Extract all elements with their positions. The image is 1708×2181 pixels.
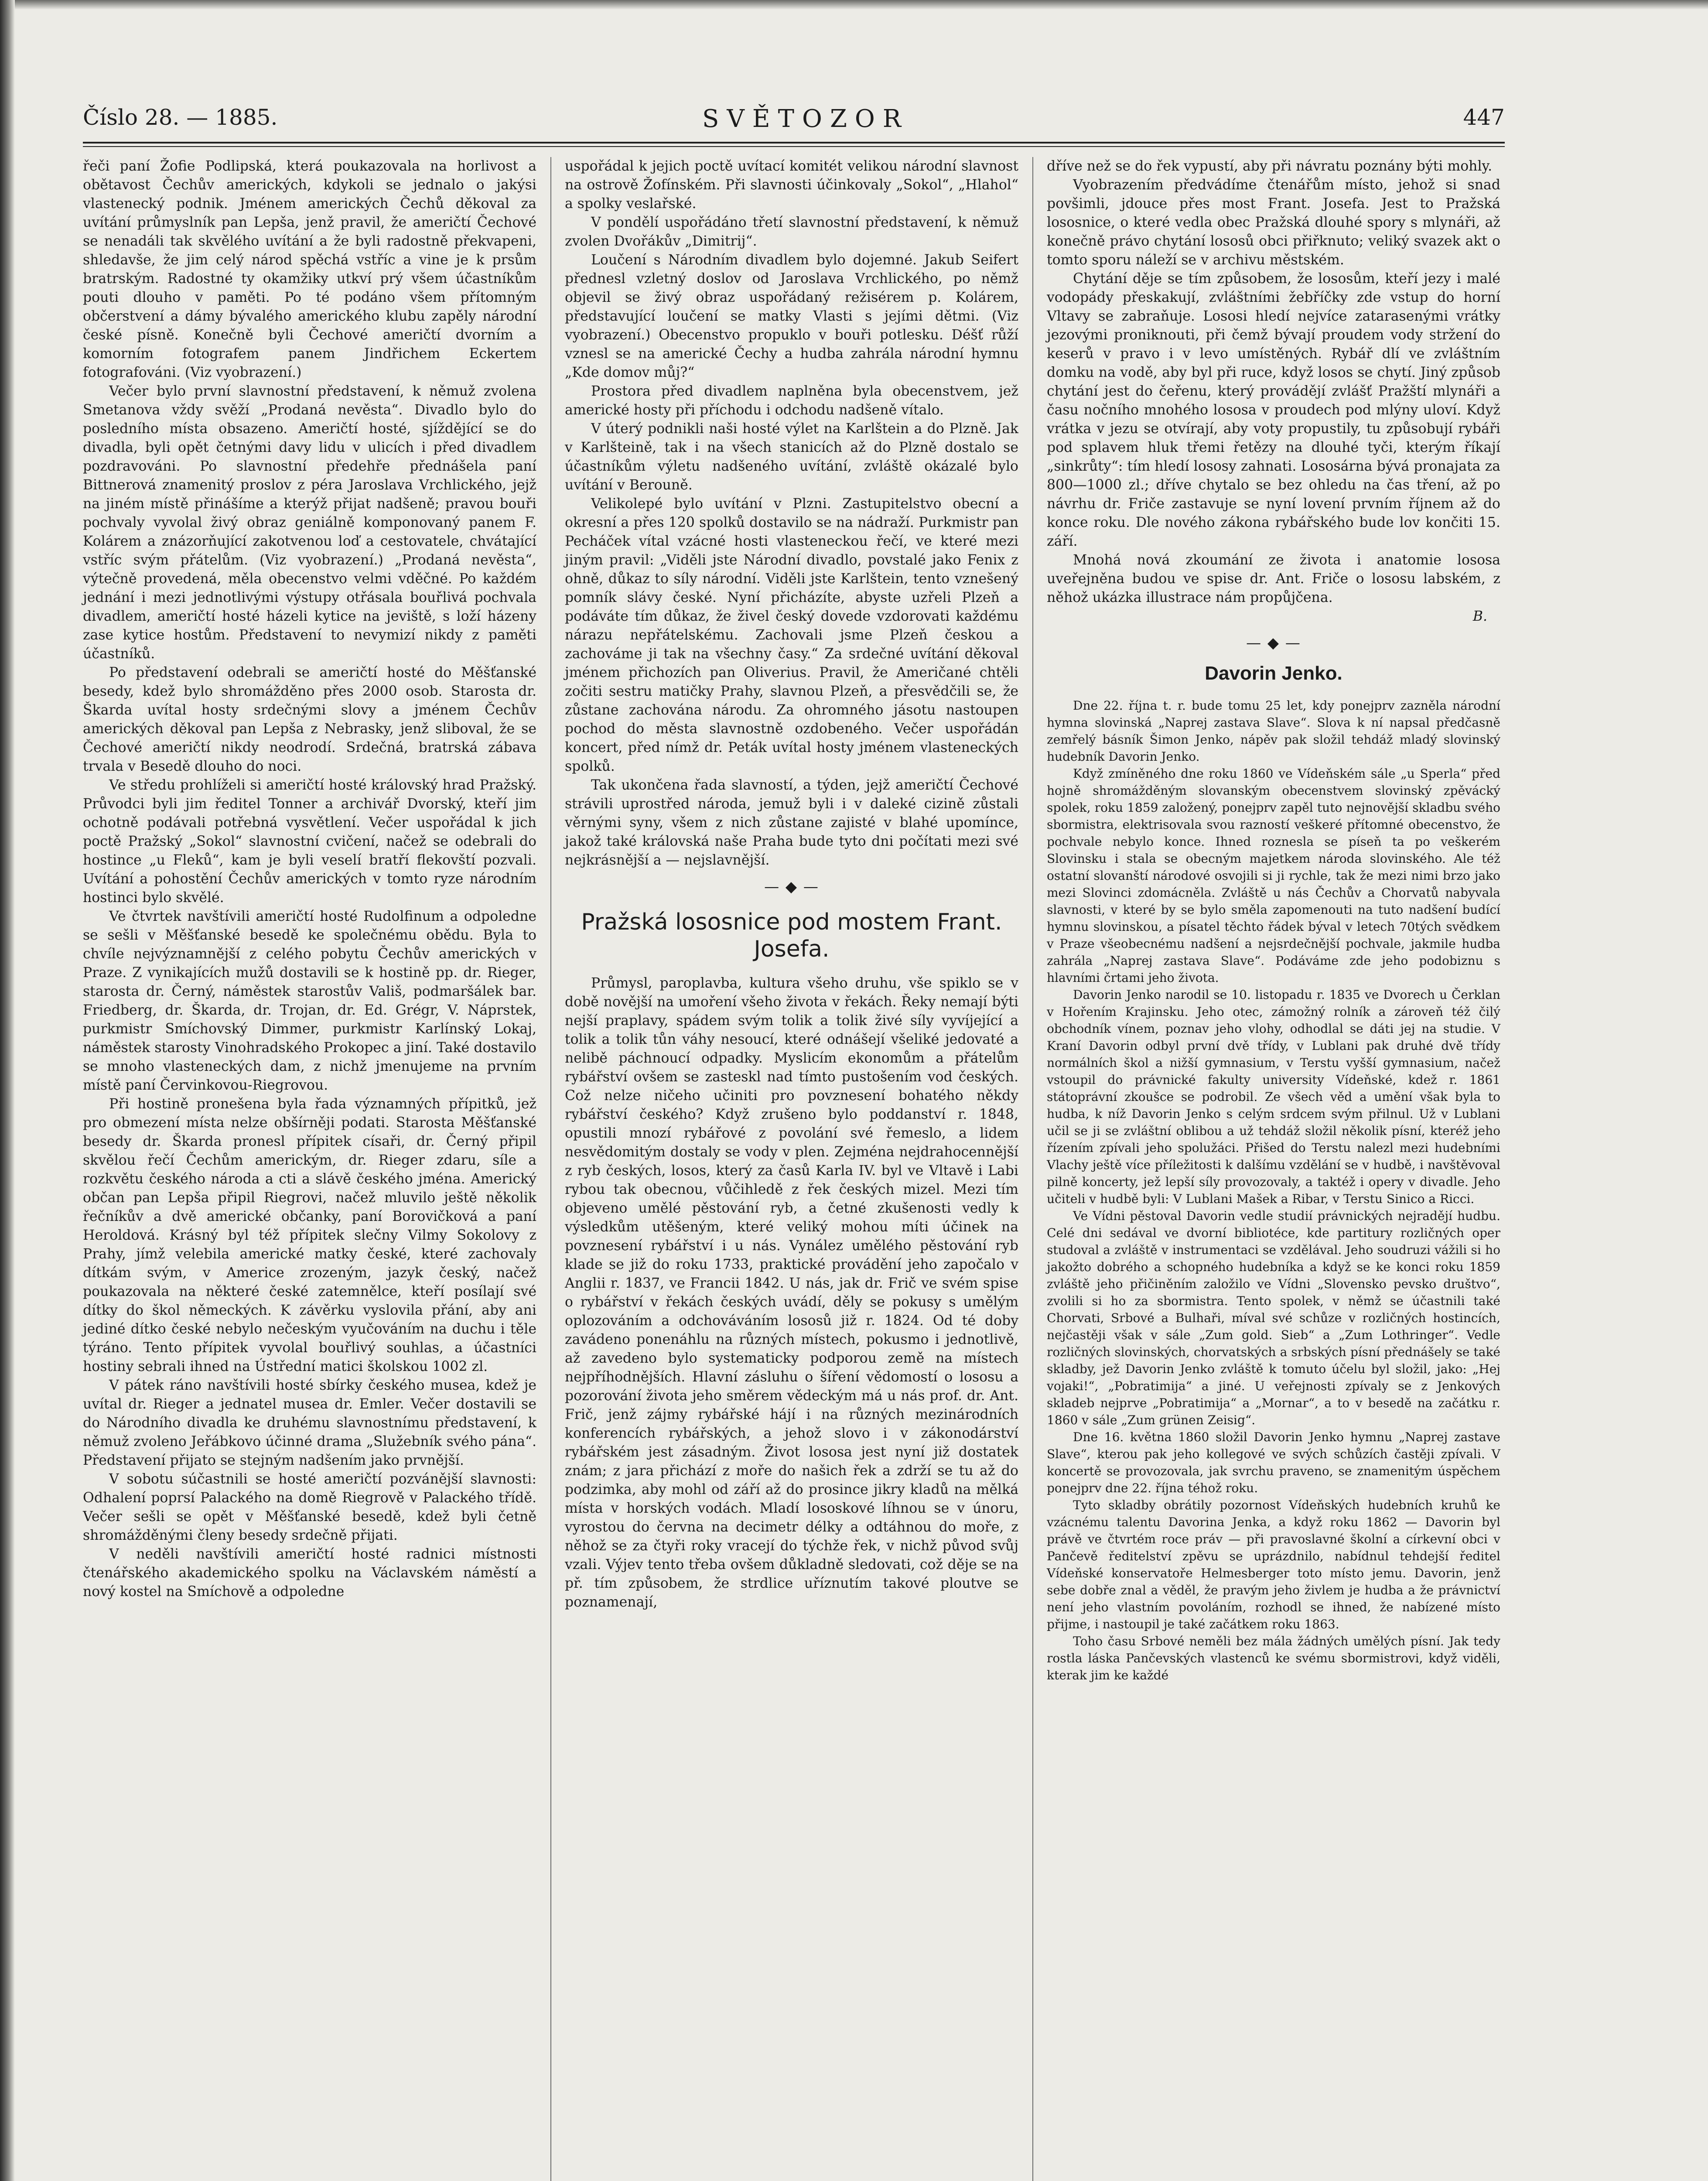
journal-title: SVĚTOZOR: [702, 105, 909, 133]
paragraph: Toho času Srbové neměli bez mála žádných umělých písní. Jak tedy rostla láska Pančevských vlastenců ke svému sbormistrovi, když viděli, kterak jim ke každé: [1047, 1634, 1500, 1682]
paragraph: V sobotu súčastnili se hosté američtí pozvánější slavnosti: Odhalení poprsí Palackého na domě Riegrově v Palackého třídě. Večer sešli se opět v Měšťanské besedě, kdež byli četně shromážděnými členy besedy srdečně přijati.: [83, 1471, 536, 1543]
paragraph: Tak ukončena řada slavností, a týden, jejž američtí Čechové strávili uprostřed národa, jemuž byli i v daleké cizině zůstali věrnými syny, všem z nich zůstane zajisté v blahé upomínce, jakož také královská naše Praha bude tyto dni počítati mezi své nejkrásnější a — nejslavnější.: [565, 777, 1018, 868]
paragraph: uspořádal k jejich poctě uvítací komitét velikou národní slavnost na ostrově Žofínském. Při slavnosti účinkovaly „Sokol“, „Hlahol“ a spolky veslařské.: [565, 158, 1018, 212]
paragraph: Večer bylo první slavnostní představení, k němuž zvolena Smetanova vždy svěží „Prodaná nevěsta“. Divadlo bylo do posledního místa obsazeno. Američtí hosté, sjíždějící se do divadla, byli opět četnými davy lidu v ulicích i před divadlem pozdravováni. Po slavnostní předehře přednášela paní Bittnerová znamenitý proslov z péra Jaroslava Vrchlického, jejž na jiném místě přinášíme a kterýž přijat nadšeně; pravou bouři pochvaly vyvolal živý obraz geniálně komponovaný panem F. Kolárem a znázorňující zakotvenou loď a cestovatele, chvátající vstříc svým přátelům. (Viz vyobrazení.) „Prodaná nevěsta“, výtečně provedená, měla obecenstvo velmi vděčné. Po každém jednání i mezi jednotlivými výstupy otřásala bouřlivá pochvala divadlem, američtí hosté házeli kytice na jeviště, s loží házeny zase kytice hostům. Představení to nevymizí nikdy z paměti účastníků.: [83, 383, 536, 662]
paragraph: Chytání děje se tím způsobem, že lososům, kteří jezy i malé vodopády přeskakují, zvláštními žebříčky zde vstup do horní Vltavy se zabraňuje. Lososi hledí nejvíce zatarasenými vrátky jezovými proniknouti, při čemž bývají proudem vody stržení do keserů v pravo i v levo umístěných. Rybář dlí ve zvláštním domku na vodě, aby byl při ruce, když losos se chytí. Jiný způsob chytání jest do čeřenu, který provádějí zvlášť Pražští mlynáři a času nočního mnohého lososa v proudech pod mlýny uloví. Když vrátka v jezu se otvírají, aby voty propustily, tu způsobují rybáři pod splavem hluk třemi řetězy na dlouhé tyči, kterým říkají „sinkrůty“: tím hledí lososy zahnati. Lososárna bývá pronajata za 800—1000 zl.; dříve chytalo se bez ohledu na čas tření, až po návrhu dr. Friče zastavuje se nyní lovení prvním říjnem až do konce roku. Dle nového zákona rybářského bude lov končiti 15. září.: [1047, 271, 1500, 549]
page-header: [83, 105, 1505, 144]
paragraph: Ve Vídni pěstoval Davorin vedle studií právnických nejradějí hudbu. Celé dni sedával ve dvorní bibliotéce, kde partitury rozličných oper studoval a zvláště v instrumentaci se vzdělával. Jeho soudruzi vážili si ho jakožto dobrého a schopného hudebníka a když se ke konci roku 1859 zvláště jeho přičiněním založilo ve Vídni „Slovensko pevsko društvo“, zvolili si ho za sbormistra. Tento spolek, v němž se účastnili také Chorvati, Srbové a Bulhaři, míval své schůze v rozličných hostincích, nejčastěji však v sále „Zum gold. Sieb“ a „Zum Lothringer“. Vedle rozličných slovinských, chorvatských a srbských písní přednášely se také skladby, jež Davorin Jenko zvláště k tomuto účelu byl složil, jako: „Hej vojaki!“, „Pobratimija“ a jiné. U veřejnosti zpívaly se z Jenkových skladeb nejprve „Pobratimija“ a „Mornar“, a to v besedě na začátku r. 1860 v sále „Zum grünen Zeisig“.: [1047, 1209, 1500, 1427]
column-divider-2: [1032, 157, 1033, 2181]
paragraph: Tyto skladby obrátily pozornost Vídeňských hudebních kruhů ke vzácnému talentu Davorina Jenka, a když roku 1862 — Davorin byl právě ve čtvrtém roce práv — při pravoslavné školní a církevní obci v Pančevě ředitelství zpěvu se uprázdnilo, nabídnul tehdejší ředitel Vídeňské konservatoře Helmesberger toto místo jemu. Davorin, jenž sebe dobře znal a věděl, že pravým jeho živlem je hudba a že právnictví není jeho vlastním povoláním, rozhodl se ihned, že nabízené místo přijme, i nastoupil je také začátkem roku 1863.: [1047, 1498, 1500, 1631]
column-2: [565, 157, 1018, 1612]
paragraph: Loučení s Národním divadlem bylo dojemné. Jakub Seifert přednesl vzletný doslov od Jaroslava Vrchlického, po němž objevil se živý obraz uspořádaný režisérem p. Kolárem, představující loučení se matky Vlasti s jejími dětmi. (Viz vyobrazení.) Obecenstvo propuklo v bouři potlesku. Déšť růží vznesl se na americké Čechy a hudba zahrála národní hymnu „Kde domov můj?“: [565, 252, 1018, 380]
paragraph: V úterý podnikli naši hosté výlet na Karlštein a do Plzně. Jak v Karlšteině, tak i na všech stanicích až do Plzně dostalo se účastníkům výletu nadšeného uvítání, zvláště okázalé bylo uvítání v Berouně.: [565, 421, 1018, 493]
paragraph: Ve čtvrtek navštívili američtí hosté Rudolfinum a odpoledne se sešli v Měšťanské besedě ke společnému obědu. Byla to chvíle nejvýznamnější z celého pobytu Čechův amerických v Praze. Z vynikajících mužů dostavili se k hostině pp. dr. Rieger, starosta dr. Černý, náměstek starostův Vališ, podmaršálek bar. Friedberg, dr. Škarda, dr. Trojan, dr. Ed. Grégr, V. Náprstek, purkmistr Smíchovský Dimmer, purkmistr Karlínský Lokaj, náměstek starosty Vinohradského Prokopec a jiní. Také dostavilo se mnoho vlasteneckých dam, z nichž jmenujeme na prvním místě paní Červinkovou-Riegrovou.: [83, 909, 536, 1093]
section-ornament: — ◆ —: [764, 878, 819, 896]
paragraph: dříve než se do řek vypustí, aby při návratu poznány býti mohly.: [1047, 158, 1493, 174]
header-rule: [83, 142, 1505, 147]
column-1: [83, 157, 536, 1601]
paragraph: Dne 22. října t. r. bude tomu 25 let, kdy ponejprv zazněla národní hymna slovinská „Naprej zastava Slave“. Slova k ní napsal předčasně zemřelý básník Šimon Jenko, nápěv pak složil tehdáž mladý slovinský hudebník Davorin Jenko.: [1047, 698, 1500, 764]
section-ornament: — ◆ —: [1246, 634, 1301, 652]
column-divider-1: [550, 157, 551, 2181]
paragraph: Vyobrazením předvádíme čtenářům místo, jehož si snad povšimli, jdouce přes most Frant. Josefa. Jest to Pražská lososnice, o které vedla obec Pražská dlouhé spory s mlynáři, až konečně právo chytání lososů obci přiřknuto; veliký svazek akt o tomto sporu náleží se v archivu městském.: [1047, 177, 1500, 268]
article-title-lososnice: Pražská lososnice pod mostem Frant. Josefa.: [581, 909, 1002, 962]
page-top-shadow: [0, 0, 1708, 10]
article-title-jenko: Davorin Jenko.: [1205, 663, 1342, 684]
page-binding-edge: [0, 0, 15, 2181]
paragraph: Při hostině pronešena byla řada významných přípitků, jež pro obmezení místa nelze obšírněji podati. Starosta Měšťanské besedy dr. Škarda pronesl přípitek císaři, dr. Černý připil skvělou řečí Čechům americkým, dr. Rieger zdaru, síle a rozkvětu českého národa a cti a slávě českého jména. Americký občan pan Lepša připil Riegrovi, načež mluvilo ještě několik řečníkův a dvě americké občanky, paní Borovičková a paní Heroldová. Krásný byl též přípitek slečny Vilmy Sokolovy z Prahy, jímž velebila americké matky české, které zachovaly dítkám svým, v Americe zrozeným, jazyk český, načež poukazovala na některé české zatemnělce, kteří posílají své dítky do škol německých. K závěrku vyslovila přání, aby ani jediné dítko české nebylo nečeským vyučováním na duchu i těle týráno. Tento přípitek vyvolal bouřlivý souhlas, a účastníci hostiny sebrali ihned na Ústřední matici školskou 1002 zl.: [83, 1096, 536, 1374]
paragraph: Velikolepé bylo uvítání v Plzni. Zastupitelstvo obecní a okresní a přes 120 spolků dostavilo se na nádraží. Purkmistr pan Pecháček vítal vzácné hosti vlasteneckou řečí, ve které mezi jiným pravil: „Viděli jste Národní divadlo, povstalé jako Fenix z ohně, důkaz to síly národní. Viděli jste Karlštein, tento vznešený pomník slávy české. Nyní přicházíte, abyste uzřeli Plzeň a podáváte tím důkaz, že živel český dovede vzdorovati každému nárazu nepřátelskému. Zachovali jsme Plzeň českou a zachováme ji tak na všechny časy.“ Za srdečné uvítání děkoval jménem přichozích pan Oliverius. Pravil, že Američané chtěli zočiti sestru matičky Prahy, slavnou Plzeň, a přesvědčili se, že zůstane zachována národu. Za ohromného jásotu nastoupen pochod do města slavnostně ozdobeného. Večer uspořádán koncert, před nímž dr. Peták uvítal hosty jménem vlasteneckých spolků.: [565, 496, 1018, 774]
paragraph: Ve středu prohlíželi si američtí hosté královský hrad Pražský. Průvodci byli jim ředitel Tonner a archivář Dvorský, kteří jim ochotně podávali potřebná vysvětlení. Večer uspořádal k jich poctě Pražský „Sokol“ slavnostní cvičení, načež se odebrali do hostince „u Fleků“, kam je byli veselí bratří flekovští pozvali. Uvítání a pohostění Čechův amerických v tomto ryze národním hostinci bylo skvělé.: [83, 777, 536, 906]
paragraph: V neděli navštívili američtí hosté radnici místnosti čtenářského akademického spolku na Václavském náměstí a nový kostel na Smíchově a odpoledne: [83, 1546, 536, 1600]
column-3: [1047, 157, 1500, 1684]
paragraph: Po představení odebrali se američtí hosté do Měšťanské besedy, kdež bylo shromážděno přes 2000 osob. Starosta dr. Škarda uvítal hosty srdečnými slovy a jménem Čechův amerických děkoval pan Lepša z Nebrasky, jenž sliboval, že se Čechové američtí nikdy neodrodí. Srdečná, bratrská zábava trvala v Besedě dlouho do noci.: [83, 665, 536, 774]
paragraph: V pondělí uspořádáno třetí slavnostní představení, k němuž zvolen Dvořákův „Dimitrij“.: [565, 215, 1018, 249]
paragraph: řeči paní Žofie Podlipská, která poukazovala na horlivost a obětavost Čechův amerických, kdykoli se jednalo o jakýsi vlastenecký podnik. Jménem amerických Čechů děkoval za uvítání průmyslník pan Lepša, jenž pravil, že američtí Čechové se nenadáli tak skvělého uvítání a že byli radostně překvapeni, shledavše, že jim celý národ spěchá vstříc a vine je k prsům bratrským. Radostné ty okamžiky utkví prý všem účastníkům pouti dlouho v paměti. Po té podáno všem přítomným občerstvení a dámy bývalého amerického klubu zapěly národní české písně. Konečně byli Čechové američtí dvorním a komorním fotografem panem Jindřichem Eckertem fotografováni. (Viz vyobrazení.): [83, 158, 536, 380]
jenko-article-body: [1047, 697, 1500, 1684]
page-number: 447: [1463, 105, 1505, 130]
paragraph: Dne 16. května 1860 složil Davorin Jenko hymnu „Naprej zastave Slave“, kterou pak jeho kollegové ve svých schůzích častěji zpívali. V koncertě se provozovala, jak svrchu praveno, se znamenitým úspěchem ponejprv dne 22. října téhož roku.: [1047, 1430, 1500, 1495]
issue-number: Číslo 28. — 1885.: [83, 105, 278, 130]
paragraph: V pátek ráno navštívili hosté sbírky českého musea, kdež je uvítal dr. Rieger a jednatel musea dr. Emler. Večer dostavili se do Národního divadla ke druhému slavnostnímu představení, k němuž zvoleno Jeřábkovo účinné drama „Služebník svého pána“. Představení přijato se stejným nadšením jako prvnější.: [83, 1378, 536, 1468]
paragraph: Mnohá nová zkoumání ze života i anatomie lososa uveřejněna budou ve spise dr. Ant. Friče o lososu labském, z něhož ukázka illustrace nám propůjčena.: [1047, 552, 1500, 605]
paragraph: Když zmíněného dne roku 1860 ve Vídeňském sále „u Sperla“ před hojně shromážděným slovanským obecenstvem slovinský zpěvácký spolek, roku 1859 založený, ponejprv zapěl tuto nejnovější skladbu svého sbormistra, elektrisovala svou razností veškeré přítomné obecenstvo, že pochvale nebylo konce. Ihned roznesla se píseň ta po veškerém Slovinsku i stala se obecným majetkem národa slovinského. Ale též ostatní slovanští národové osvojili si ji rychle, tak že mezi nimi brzo jako mezi Slovinci zdomácněla. Zvláště u nás Čechův a Chorvatů nabyvala slavnosti, v které by se bylo směla zapomenouti na tuto nadšení budící hymnu slovinskou, a písatel těchto řádek býval v letech 70tých svědkem v Praze všeobecnému nadšení a nejsrdečnější pochvale, jakmile hudba zahrála „Naprej zastava Slave“. Podáváme zde jeho podobiznu s hlavními črtami jeho života.: [1047, 766, 1500, 985]
author-signature: B.: [1472, 608, 1487, 624]
paragraph: Průmysl, paroplavba, kultura všeho druhu, vše spiklo se v době novější na umoření všeho života v řekách. Řeky nemají býti nejší praplavy, spádem svým tolik a tolik živé síly vyvíjející a tolik a tolik tůn váhy nesoucí, které odnášejí všeliké jedovaté a nelibě páchnoucí odpadky. Myslicím ekonomům a přátelům rybářství ovšem se zasteskl nad tímto pustošením vod českých. Což nelze ničeho učiniti pro povznesení bohatého někdy rybářství českého? Když zrušeno bylo poddanství r. 1848, opustili mnozí rybářové z povolání své řemeslo, a lidem nesvědomitým dostaly se vody v plen. Zejména nejdrahocennější z ryb českých, losos, který za časů Karla IV. byl ve Vltavě i Labi rybou tak obecnou, vůčihledě z řek českých mizel. Mezi tím objeveno umělé pěstování ryb, a četné zkušenosti vedly k výsledkům utěšeným, které veliký mohou míti účinek na povznesení rybářství i u nás. Vynález umělého pěstování ryb klade se již do roku 1733, praktické provádění jeho započalo v Anglii r. 1837, ve Francii 1842. U nás, jak dr. Frič ve svém spise o rybářství v řekách českých uvádí, děly se pokusy s umělým oplozováním a odchováváním lososů již r. 1824. Od té doby zavádeno ponenáhlu na různých místech, pokusmo i jednotlivě, až zavedeno bylo systematicky podporou země na místech nejpříhodnějších. Hlavní zásluhu o šíření vědomostí o lososu a pozorování života jeho směrem vědeckým má u nás prof. dr. Ant. Frič, jenž zájmy rybářské hájí i na různých mezinárodních konferencích rybářských, a jehož slovo i v zákonodárství rybářském jest zásadným. Život lososa jest nyní již dostatek znám; z jara přichází z moře do našich řek a zdrží se tu až do podzimka, aby mohl od září až do prosince jikry kladů na mělká místa v horských vodách. Mladí lososkové líhnou se v únoru, vyrostou do června na decimetr délky a odtáhnou do moře, z něhož se za čtyři roky vracejí do týchže řek, v nichž původ svůj vzali. Výjev tento třeba ovšem důkladně sledovati, což děje se na př. tím způsobem, že strdlice uříznutím takové ploutve se poznamenají,: [565, 975, 1018, 1610]
paragraph: Prostora před divadlem naplněna byla obecenstvem, jež americké hosty při příchodu i odchodu nadšeně vítalo.: [565, 383, 1018, 418]
paragraph: Davorin Jenko narodil se 10. listopadu r. 1835 ve Dvorech u Čerklan v Hořením Krajinsku. Jeho otec, zámožný rolník a zároveň též čilý obchodník vínem, poznav jeho vlohy, odhodlal se dáti jej na studie. V Kraní Davorin odbyl první dvě třídy, v Lublani pak druhé dvě třídy normálních škol a nižší gymnasium, v Terstu vyšší gymnasium, načež vstoupil do právnické fakulty university Vídeňské, kdež r. 1861 státoprávní zkoušce se podrobil. Ze všech věd a umění však byla to hudba, k níž Davorin Jenko s celým srdcem svým přilnul. Už v Lublani učil se ji se zvláštní oblibou a už tehdáž složil několik písní, kteréž jeho řízením zpívali jeho spolužáci. Přišed do Terstu nalezl mezi hudebními Vlachy ještě více příležitosti k dalšímu vzdělání se v hudbě, i navštěvoval pilně koncerty, jež lepší síly provozovaly, a taktéž i opery v divadle. Jeho učiteli v hudbě byli: V Lublani Mašek a Ribar, v Terstu Sinico a Ricci.: [1047, 988, 1500, 1206]
